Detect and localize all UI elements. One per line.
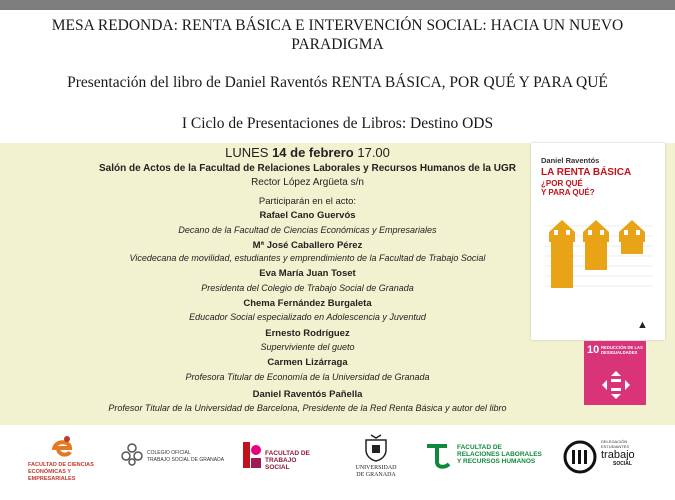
delegacion-word: trabajo bbox=[601, 449, 635, 461]
participant-name: Daniel Raventós Pañella bbox=[252, 389, 363, 400]
colegio-line-2: TRABAJO SOCIAL DE GRANADA bbox=[147, 457, 225, 463]
trabajo-line-2: TRABAJO SOCIAL bbox=[265, 457, 297, 471]
book-subtitle-line-1: ¿POR QUÉ bbox=[541, 179, 583, 188]
participant-name: Chema Fernández Burgaleta bbox=[243, 298, 372, 309]
sdg-label bbox=[601, 345, 643, 355]
participant-name: Mª José Caballero Pérez bbox=[252, 240, 363, 251]
house-icon bbox=[549, 220, 575, 242]
ugr-crest-icon bbox=[363, 434, 389, 462]
participant-name: Ernesto Rodríguez bbox=[265, 328, 350, 339]
colegio-text bbox=[147, 450, 224, 464]
cover-bar bbox=[621, 240, 643, 254]
house-icon bbox=[619, 220, 645, 242]
participant-name: Eva María Juan Toset bbox=[259, 268, 356, 279]
participant-role: Profesor Titular de la Universidad de Barcelona, Presidente de la Red Renta Básica y autor del libro bbox=[108, 403, 507, 413]
trabajo-social-icon bbox=[240, 440, 262, 470]
title-line-1: MESA REDONDA: RENTA BÁSICA E INTERVENCIÓN SOCIAL: HACIA UN NUEVO bbox=[51, 17, 624, 34]
top-bar bbox=[0, 0, 675, 10]
participant-role: Vicedecana de movilidad, estudiantes y emprendimiento de la Facultad de Trabajo Social bbox=[129, 253, 486, 263]
delegacion-word-2: SOCIAL bbox=[613, 461, 632, 467]
logo-colegio bbox=[120, 432, 225, 484]
book-cover bbox=[531, 143, 665, 340]
relaciones-text bbox=[457, 444, 542, 465]
ugr-line-2: DE GRANADA bbox=[356, 472, 396, 478]
cover-bar bbox=[585, 240, 607, 270]
trabajo-social-text bbox=[265, 450, 320, 471]
relaciones-icon bbox=[425, 440, 453, 470]
book-author: Daniel Raventós bbox=[541, 156, 600, 165]
event-day: LUNES bbox=[225, 145, 269, 160]
logo-relaciones bbox=[425, 432, 545, 484]
participant-role: Profesora Titular de Economía de la Universidad de Granada bbox=[185, 372, 430, 382]
event-date bbox=[95, 145, 520, 160]
colegio-line-1: COLEGIO OFICIAL bbox=[147, 450, 191, 456]
participant-role: Educador Social especializado en Adolescencia y Juventud bbox=[189, 312, 426, 322]
event-date-value: 14 de febrero bbox=[272, 145, 354, 160]
participant-role: Presidenta del Colegio de Trabajo Social de Granada bbox=[201, 283, 414, 293]
book-subtitle-line-2: Y PARA QUÉ? bbox=[541, 188, 595, 197]
ugr-text bbox=[349, 465, 403, 479]
book-presentation: Presentación del libro de Daniel Raventós RENTA BÁSICA, POR QUÉ Y PARA QUÉ bbox=[67, 74, 608, 91]
event-time: 17.00 bbox=[357, 145, 390, 160]
delegacion-line-1: DELEGACIÓN bbox=[601, 439, 628, 444]
logo-economicas bbox=[28, 432, 108, 484]
participant-role: Superviviente del gueto bbox=[260, 342, 355, 352]
sdg-badge bbox=[584, 341, 646, 405]
sdg-number: 10 bbox=[587, 344, 600, 356]
relaciones-line-3: Y RECURSOS HUMANOS bbox=[457, 458, 536, 465]
logo-ugr bbox=[345, 432, 407, 484]
logo-trabajo-social bbox=[240, 432, 320, 484]
relaciones-line-1: FACULTAD DE bbox=[457, 444, 502, 451]
economicas-text bbox=[28, 462, 108, 483]
cycle-title: I Ciclo de Presentaciones de Libros: Destino ODS bbox=[181, 115, 494, 132]
equality-icon bbox=[601, 370, 631, 400]
economicas-icon bbox=[50, 436, 74, 462]
participant-name: Carmen Lizárraga bbox=[267, 357, 348, 368]
relaciones-line-2: RELACIONES LABORALES bbox=[457, 451, 542, 458]
economicas-line-1: FACULTAD DE CIENCIAS bbox=[28, 462, 94, 468]
event-venue: Salón de Actos de la Facultad de Relaciones Laborales y Recursos Humanos de la UGR bbox=[99, 163, 516, 174]
sdg-label-line-1: REDUCCIÓN DE LAS bbox=[601, 345, 643, 350]
participants-intro: Participarán en el acto: bbox=[258, 196, 357, 207]
event-address: Rector López Argüeta s/n bbox=[251, 177, 364, 188]
delegacion-line-2: ESTUDIANTES bbox=[601, 443, 630, 449]
book-subtitle bbox=[541, 179, 595, 197]
book-title: LA RENTA BÁSICA bbox=[541, 167, 632, 178]
colegio-icon bbox=[120, 442, 144, 466]
sdg-label-line-2: DESIGUALDADES bbox=[601, 350, 638, 355]
delegacion-small-text bbox=[601, 440, 629, 449]
participant-name: Rafael Cano Guervós bbox=[259, 210, 356, 221]
delegacion-icon bbox=[563, 440, 597, 474]
trabajo-line-1: FACULTAD DE bbox=[265, 450, 310, 457]
sponsor-logos bbox=[0, 432, 675, 484]
page-title bbox=[0, 16, 675, 54]
participant-role: Decano de la Facultad de Ciencias Económicas y Empresariales bbox=[178, 225, 437, 235]
economicas-line-2: ECONÓMICAS Y EMPRESARIALES bbox=[28, 469, 76, 482]
house-icon bbox=[583, 220, 609, 242]
ugr-line-1: UNIVERSIDAD bbox=[355, 465, 397, 471]
title-line-2: PARADIGMA bbox=[291, 36, 384, 53]
logo-delegacion bbox=[563, 432, 663, 484]
book-cover-illustration bbox=[545, 216, 653, 296]
publisher-logo-icon: ▲ bbox=[637, 319, 648, 331]
cover-bar bbox=[551, 240, 573, 288]
